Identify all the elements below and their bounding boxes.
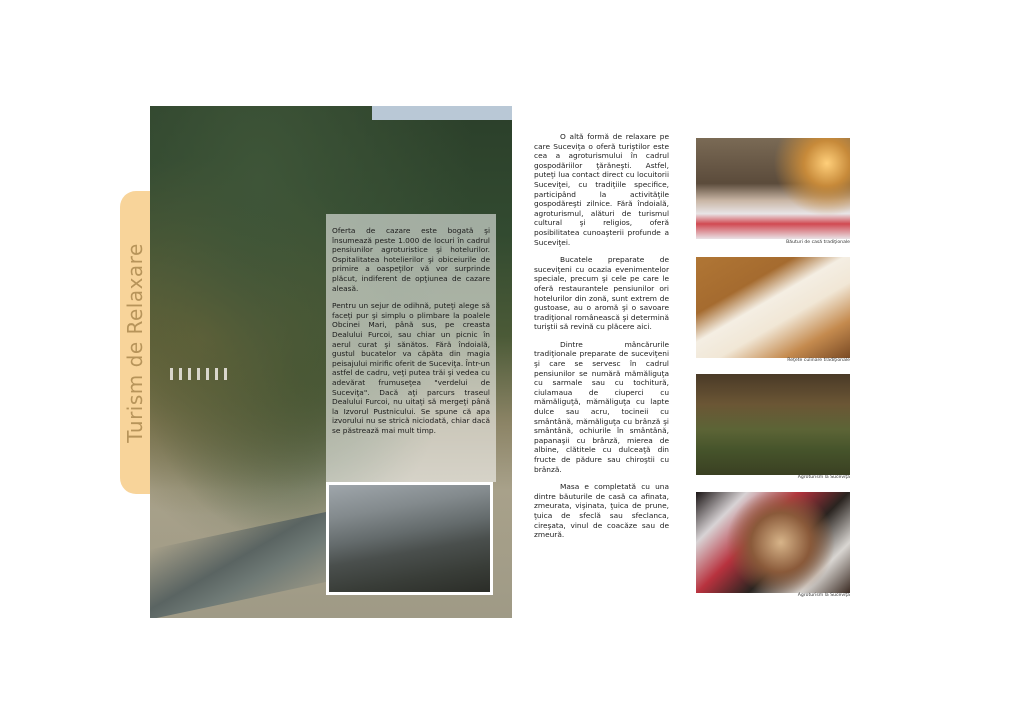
caption-agrotourism-2: Agroturism la Suceviţa (797, 593, 850, 598)
left-paragraph-1: Oferta de cazare este bogată şi însumează peste 1.000 de locuri în cadrul pensiunilor agroturistice şi hotelurilor. Ospitalitatea hotelierilor şi obiceiurile de primire a oaspeţilor vă vor surprinde plăcut, indiferent de opţiunea de cazare aleasă. (332, 226, 490, 293)
right-page (512, 106, 875, 618)
fence-detail (170, 368, 230, 380)
right-paragraph-3: Dintre mâncărurile tradiţionale preparate de suceviţeni şi care se servesc în cadrul pensiunilor se numără mămăliguţa cu sarmale sau cu tochitură, ciulamaua de ciuperci cu mămăliguţă, mămăliguţa cu lapte dulce sau acru, tocineii cu smântână, mămăliguţa cu brânză şi smântână, ochiurile în smântână, papanaşii cu brânză, mierea de albine, clătitele cu dulceaţă din fructe de pădure sau chiroştii cu brânză. (534, 339, 669, 474)
caption-recipes: Reţete culinare tradiţionale (787, 358, 850, 363)
magazine-spread (150, 106, 875, 618)
left-paragraph-2: Pentru un sejur de odihnă, puteţi alege să faceţi pur şi simplu o plimbare la poalele Obcinei Mari, până sus, pe creasta Dealului Furcoi, sau chiar un picnic în aerul curat şi sănătos. Fără îndoială, gustul bucatelor va căpăta din magia peisajului mirific oferit de Suceviţa. Într-un astfel de cadru, veţi putea trăi şi vedea cu adevărat frumuseţea "verdelui de Suceviţa". Dacă aţi parcurs traseul Dealului Furcoi, nu uitaţi să mergeţi până la Izvorul Pustnicului. Se spune că apa izvorului nu se strică niciodată, chiar dacă se păstrează mai mult timp. (332, 301, 490, 435)
homemade-drinks-photo (696, 138, 850, 239)
misty-hills-photo-frame (326, 482, 493, 595)
left-text-box (326, 214, 496, 482)
dough-braiding-photo (696, 257, 850, 358)
right-paragraph-1: O altă formă de relaxare pe care Suceviţa o oferă turiştilor este cea a agroturismului în cadrul gospodăriilor ţărăneşti. Astfel, puteţi lua contact direct cu locuitorii Suceviţei, cu tradiţiile specifice, participând la activităţile gospodăreşti zilnice. Fără îndoială, agroturismul, alături de turismul cultural şi religios, oferă posibilitatea cunoaşterii profunde a Suceviţei. (534, 132, 669, 247)
sky-area (372, 106, 512, 120)
right-paragraph-2: Bucatele preparate de suceviţeni cu ocazia evenimentelor speciale, precum şi cele pe care le oferă restaurantele pensiunilor ori hotelurilor din zonă, sunt extrem de gustoase, au o aromă şi o savoare tradiţional românească şi determină turiştii să revină cu plăcere aici. (534, 255, 669, 332)
misty-hills-photo (329, 485, 490, 592)
rural-cow-photo (696, 374, 850, 475)
caption-homemade-drinks: Băuturi de casă tradiţionale (786, 240, 850, 245)
vertical-title-wrapper (120, 191, 150, 494)
right-text-column (534, 132, 669, 548)
vertical-title: Turism de Relaxare (123, 242, 148, 443)
food-table-photo (696, 492, 850, 593)
left-page-landscape-photo (150, 106, 512, 618)
caption-agrotourism-1: Agroturism la Suceviţa (797, 475, 850, 480)
right-paragraph-4: Masa e completată cu una dintre băuturile de casă ca afinata, zmeurata, vişinata, ţuica de prune, ţuica de sfeclă sau sfeclanca, cireşata, vinul de coacăze sau de zmeură. (534, 482, 669, 540)
